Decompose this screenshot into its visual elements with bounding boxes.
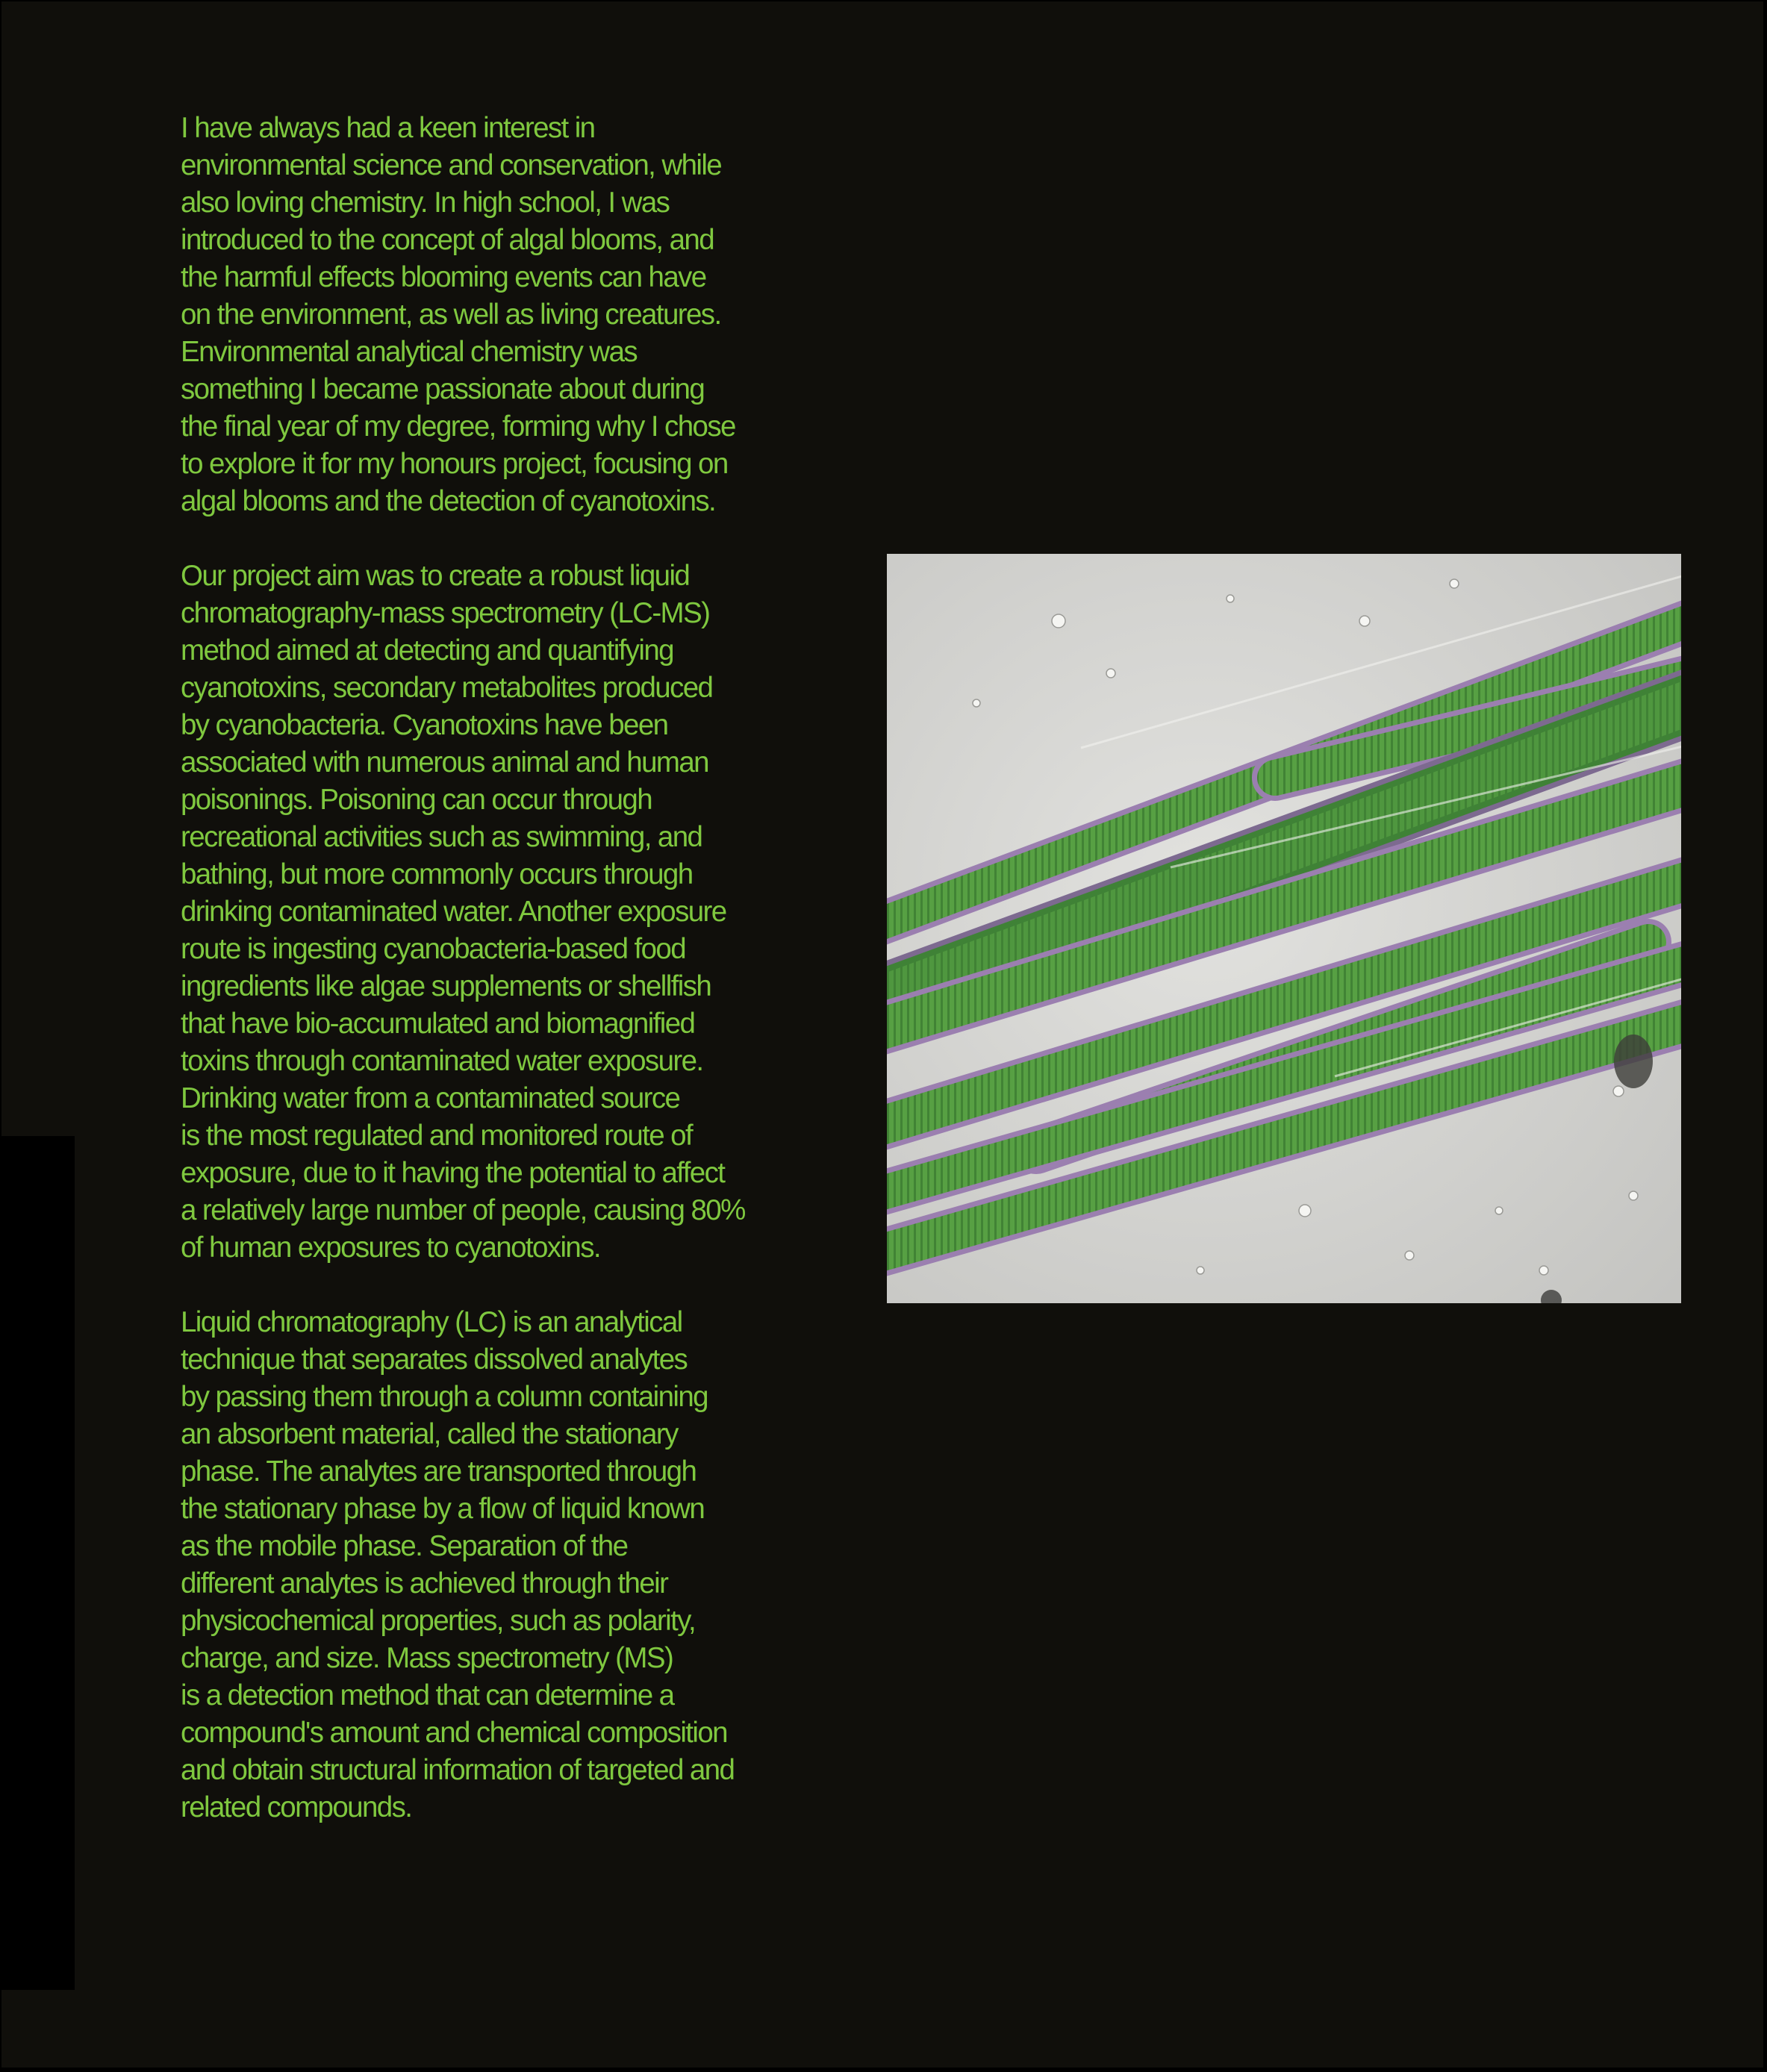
dark-cell [1614,1035,1653,1088]
paragraph-interest: I have always had a keen interest in environmental science and conservation, while also loving chemistry. In high school, I was introduced to the concept of algal blooms, and the harmful effects blooming events can have on the environment, as well as living creatures. Environmental analytical chemistry was something I became passionate about during the final year of my degree, forming why I chose to explore it for my honours project, focusing on algal blooms and the detection of cyanotoxins. [181,112,735,517]
micrograph-illustration [887,554,1681,1303]
cyanobacteria-micrograph [887,554,1681,1303]
paragraph-project-aim: Our project aim was to create a robust liquid chromatography-mass spectrometry (LC-MS) method aimed at detecting and quantifying cyanotoxins, secondary metabolites produced by cyanobacteria. Cyanotoxins have been associated with numerous animal and human poisonings. Poisoning can occur through recreational activities such as swimming, and bathing, but more commonly occurs through drinking contaminated water. Another exposure route is ingesting cyanobacteria-based food ingredients like algae supplements or shellfish that have bio-accumulated and biomagnified toxins through contaminated water exposure. Drinking water from a contaminated source is the most regulated and monitored route of exposure, due to it having the potential to affect a relatively large number of people, causing 80% of human exposures to cyanotoxins. [181,560,745,1264]
left-black-strip [1,1136,75,1990]
paragraph-lc-ms: Liquid chromatography (LC) is an analytical technique that separates dissolved analytes by passing them through a column containing an absorbent material, called the stationary phase. The analytes are transported through the stationary phase by a flow of liquid known as the mobile phase. Separation of the different analytes is achieved through their physicochemical properties, such as polarity, charge, and size. Mass spectrometry (MS) is a detection method that can determine a compound's amount and chemical composition and obtain structural information of targeted and related compounds. [181,1306,735,1823]
article-text [181,110,815,1864]
